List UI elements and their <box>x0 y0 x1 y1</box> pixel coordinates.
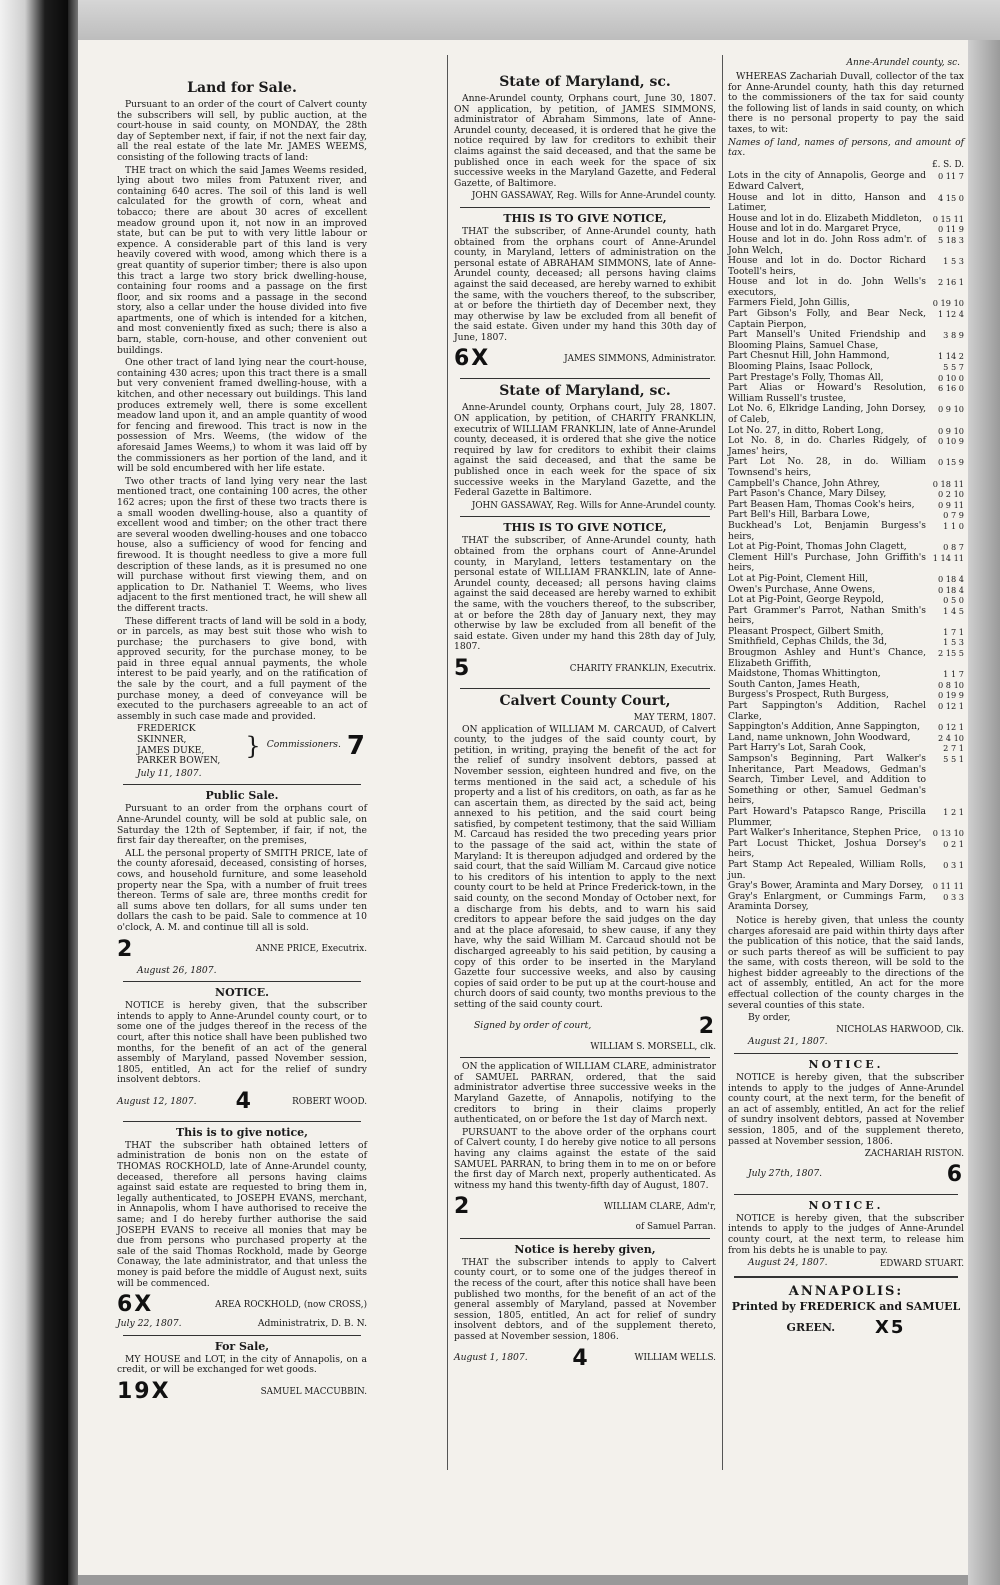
tax-amount: 0 9 10 <box>937 425 964 436</box>
tax-land-name: Gray's Bower, Araminta and Mary Dorsey, <box>728 880 924 892</box>
tax-land-name: House and lot in do. Doctor Richard Tootell's heirs, <box>728 255 926 277</box>
tax-list-row <box>728 892 964 913</box>
tax-list-row <box>728 383 964 404</box>
wood-notice-ad <box>117 986 367 1116</box>
tax-land-name: Lot No. 6, Elkridge Landing, John Dorsey, of Caleb, <box>728 403 926 425</box>
signer: JAMES DUKE, <box>137 744 205 756</box>
land-sale-ad <box>117 80 367 779</box>
handwritten-mark: 2 <box>698 1013 716 1039</box>
clare-notice <box>454 1062 716 1233</box>
tax-amount: 5 5 7 <box>943 362 964 373</box>
imprint-line: Printed by FREDERICK and SAMUEL <box>731 1299 961 1313</box>
tax-amount: 1 4 5 <box>943 605 964 616</box>
maryland-order-1 <box>454 74 716 202</box>
tax-amount: 0 10 0 <box>937 372 964 383</box>
tax-by: By order, <box>748 1012 791 1024</box>
wood-notice-title: NOTICE. <box>215 986 269 1000</box>
tax-amount: 0 11 9 <box>937 224 964 235</box>
stuart-sign-row <box>728 1258 964 1271</box>
binding-edge <box>68 0 78 1585</box>
tax-land-name: Clement Hill's Purchase, John Griffith's heirs, <box>728 551 926 574</box>
simmons-notice <box>454 212 716 374</box>
divider <box>734 1194 958 1195</box>
tax-land-name: Part Bell's Hill, Barbara Lowe, <box>728 509 870 521</box>
calvert-term: MAY TERM, 1807. <box>633 712 716 723</box>
divider <box>123 981 361 982</box>
tax-land-name: Lot at Pig-Point, George Reypold, <box>728 594 884 606</box>
tax-list-row <box>728 309 964 330</box>
signers-list <box>137 724 239 766</box>
tax-land-name: Part Chesnut Hill, John Hammond, <box>728 350 890 362</box>
tax-land-name: Part Howard's Patapsco Range, Priscilla Plummer, <box>728 805 926 828</box>
tax-land-name: Maidstone, Thomas Whittington, <box>728 668 881 680</box>
running-head: Anne-Arundel county, sc. <box>846 58 960 68</box>
land-sale-p2: One other tract of land lying near the court-house, containing 430 acres; upon this tract there is a small but very convenient framed dwelling-house, with a kitchen, and other necessary out buildings. This land produces extremely well, there is some excellent meadow land upon it, and an ample quantity of wood for fencing and firewood. This tract is now in the possession of Mrs. Weems, (the widow of the aforesaid James Weems,) to whom it was laid off by the commissioners as her portion of the land, and it will be sold encumbered with her life estate. <box>117 357 367 475</box>
stuart-notice <box>728 1199 964 1271</box>
commissioners-block <box>137 724 367 766</box>
tax-amount: 1 1 0 <box>943 520 964 531</box>
public-sale-sign-row <box>117 936 367 964</box>
handwritten-mark: 5 <box>454 655 472 681</box>
for-sale-body: MY HOUSE and LOT, in the city of Annapolis, on a credit, or will be exchanged for wet goods. <box>117 1353 367 1376</box>
for-sale-signer: SAMUEL MACCUBBIN. <box>260 1386 367 1397</box>
divider <box>123 1121 361 1122</box>
clare-signer-of: of Samuel Parran. <box>635 1222 716 1233</box>
franklin-sign-row <box>454 655 716 683</box>
tax-land-name: Sampson's Beginning, Part Walker's Inheritance, Part Meadows, Gedman's Search, Timber Level, and Addition to Something or other, Samuel Gedman's heirs, <box>728 753 926 807</box>
tax-amount: 0 11 7 <box>937 171 964 182</box>
tax-list-row <box>728 171 964 192</box>
wells-date: August 1, 1807. <box>454 1352 528 1364</box>
handwritten-mark: 19X <box>117 1378 171 1404</box>
tax-list-row <box>728 457 964 478</box>
tax-amount: 0 9 10 <box>937 404 964 415</box>
tax-land-name: Part Locust Thicket, Joshua Dorsey's heirs, <box>728 837 926 860</box>
tax-land-name: Farmers Field, John Gillis, <box>728 297 850 309</box>
tax-notice: Notice is hereby given, that unless the county charges aforesaid are paid within thirty days after the publication of this notice, that the said lands, or such parts thereof as will be sufficient to pay the same, with costs thereon, will be sold to the highest bidder agreeably to the directions of the act of assembly, entitled, An act for the more effectual collection of the county charges in the several counties of this state. <box>728 914 964 1011</box>
md2-title: State of Maryland, sc. <box>499 383 671 400</box>
tax-list-row <box>728 574 964 585</box>
tax-land-name: Lot No. 8, in do. Charles Ridgely, of James' heirs, <box>728 435 926 457</box>
tax-amount: 0 19 9 <box>937 690 964 701</box>
column-left <box>117 78 367 1411</box>
top-margin <box>78 0 1000 40</box>
tax-amount: 0 3 3 <box>943 891 964 902</box>
tax-list-row <box>728 839 964 860</box>
wells-notice <box>454 1243 716 1373</box>
land-sale-p1: THE tract on which the said James Weems resided, lying about two miles from Patuxent river, and containing 640 acres. The soil of this land is well calculated for the growth of corn, wheat and tobacco; there are about 30 acres of excellent meadow ground upon it, not now in an improved state, but can be put to with very little labour or expence. A considerable part of this land is very heavily covered with wood, among which there is a great quantity of superior timber; there is also upon this tract a large two story brick dwelling-house, containing four rooms and a passage on the first floor, and six rooms and a passage in the second story, also a cellar under the house divided into five apartments, one of which is intended for a kitchen, and most conveniently fixed as such; there is also a barn, stable, corn-house, and other convenient out buildings. <box>117 164 367 356</box>
simmons-signer: JAMES SIMMONS, Administrator. <box>564 354 716 365</box>
tax-land-name: Part Grammer's Parrot, Nathan Smith's heirs, <box>728 604 926 627</box>
divider <box>460 688 710 689</box>
tax-land-name: Gray's Enlargment, or Cummings Farm, Araminta Dorsey, <box>728 890 926 913</box>
clare-body: PURSUANT to the above order of the orphans court of Calvert county, I do hereby give notice to all persons having any claims against the estate of the said SAMUEL PARRAN, to bring them in to me on or before the first day of March next, properly authenticated. As witness my hand this twenty-fifth day of August, 1807. <box>454 1126 716 1191</box>
riston-date: July 27th, 1807. <box>748 1168 823 1180</box>
bottom-margin <box>78 1575 968 1585</box>
tax-amount: 0 18 4 <box>937 584 964 595</box>
rockhold-notice-ad <box>117 1126 367 1330</box>
tax-amount: 0 19 10 <box>932 298 964 309</box>
tax-amount: 0 18 11 <box>932 478 964 489</box>
divider <box>123 1335 361 1336</box>
tax-land-name: House and lot in do. John Ross adm'r. of John Welch, <box>728 233 926 256</box>
md1-body: Anne-Arundel county, Orphans court, June 30, 1807. ON application, by petition, of JAMES SIMMONS, administrator of Abraham Simmons, late of Anne-Arundel county, deceased, it is ordered that he give the notice required by law for creditors to exhibit their claims against the said deceased, and that the same be published once in each week for the space of six successive weeks in the Maryland Gazette, and Federal Gazette, of Baltimore. <box>454 93 716 189</box>
wood-notice-signer: ROBERT WOOD. <box>292 1096 367 1107</box>
tax-amount: 0 2 10 <box>937 489 964 500</box>
rockhold-role: Administratrix, D. B. N. <box>257 1318 367 1330</box>
land-sale-p4: These different tracts of land will be sold in a body, or in parcels, as may best suit those who wish to purchase; the purchasers to give bond, with approved security, for the purchase money, to be paid in three equal annual payments, the whole interest to be paid yearly, and on the ratification of the sale by the court, and a full payment of the purchase money, a deed of conveyance will be executed to the purchasers agreeable to an act of assembly in such case made and provided. <box>117 615 367 722</box>
tax-land-name: Lot at Pig-Point, Clement Hill, <box>728 572 869 584</box>
wells-title: Notice is hereby given, <box>514 1242 656 1256</box>
imprint-row <box>728 1314 964 1342</box>
divider <box>460 516 710 517</box>
tax-amount: 0 5 0 <box>943 595 964 606</box>
tax-list <box>728 171 964 913</box>
wells-sign-row <box>454 1345 716 1373</box>
column-rule-1 <box>447 55 448 1470</box>
tax-amount: 2 7 1 <box>943 743 964 754</box>
public-sale-body: ALL the personal property of SMITH PRICE, late of the county aforesaid, deceased, consisting of horses, cows, and household furniture, and some leasehold property near the Spa, with a number of fruit trees thereon. Terms of sale are, three months credit for all sums above ten dollars, for all sums under ten dollars the cash to be paid. Sale to commence at 10 o'clock, A. M. and continue till all is sold. <box>117 847 367 933</box>
tax-amount: 3 8 9 <box>943 330 964 341</box>
column-right <box>728 72 964 1342</box>
tax-amount: 0 12 1 <box>937 722 964 733</box>
tax-amount: 1 5 3 <box>943 256 964 267</box>
tax-amount: 4 15 0 <box>937 192 964 203</box>
wells-signer: WILLIAM WELLS. <box>634 1353 716 1364</box>
tax-land-name: Part Pason's Chance, Mary Dilsey, <box>728 488 887 500</box>
tax-list-row <box>728 701 964 722</box>
tax-date: August 21, 1807. <box>748 1036 828 1048</box>
tax-amount: 0 18 4 <box>937 573 964 584</box>
rockhold-sign-row <box>117 1291 367 1319</box>
land-sale-p3: Two other tracts of land lying very near the last mentioned tract, one containing 100 acres, the other 162 acres; upon the first of these two tracts there is a small wooden dwelling-house, also a quantity of excellent wood and timber; on the other tract there are several wooden dwelling-houses and one tobacco house, also a sufficiency of wood for fencing and firewood. It is thought needless to give a more full description of these lands, as it is presumed no one will purchase without first viewing them, and on application to Dr. Nathaniel T. Weems, who lives adjacent to the first mentioned tract, he will shew all the different tracts. <box>117 475 367 614</box>
tax-amount: 2 16 1 <box>937 277 964 288</box>
public-sale-signer: ANNE PRICE, Executrix. <box>255 944 367 955</box>
tax-land-name: House and lot in do. Margaret Pryce, <box>728 223 902 235</box>
tax-list-row <box>728 235 964 256</box>
handwritten-mark: 6X <box>454 346 491 372</box>
handwritten-mark: 4 <box>572 1345 590 1371</box>
md1-title: State of Maryland, sc. <box>499 74 671 90</box>
tax-currency: £. S. D. <box>931 159 964 170</box>
tax-land-name: Part Harry's Lot, Sarah Cook, <box>728 742 867 754</box>
tax-land-name: Pleasant Prospect, Gilbert Smith, <box>728 625 884 637</box>
rockhold-signer: AREA ROCKHOLD, (now CROSS,) <box>215 1299 367 1310</box>
public-sale-intro: Pursuant to an order from the orphans court of Anne-Arundel county, will be sold at public sale, on Saturday the 12th of September, if fair, if not, the first fair day thereafter, on the premises, <box>117 803 367 847</box>
public-sale-ad <box>117 789 367 976</box>
binding-spine <box>0 0 70 1585</box>
tax-land-name: Lots in the city of Annapolis, George and Edward Calvert, <box>728 170 926 192</box>
tax-land-name: Part Beasen Ham, Thomas Cook's heirs, <box>728 498 915 510</box>
tax-list-row <box>728 807 964 828</box>
handwritten-mark: 6 <box>946 1161 964 1187</box>
tax-amount: 1 5 3 <box>943 637 964 648</box>
for-sale-sign-row <box>117 1378 367 1406</box>
riston-date-row <box>728 1161 964 1189</box>
tax-amount: 0 2 1 <box>943 838 964 849</box>
tax-land-name: House and lot in do. John Wells's executors, <box>728 276 926 298</box>
tax-land-name: Lot No. 27, in ditto, Robert Long, <box>728 424 884 436</box>
tax-land-name: Part Lot No. 28, in do. William Townsend's heirs, <box>728 456 926 478</box>
rockhold-date: July 22, 1807. <box>117 1318 182 1330</box>
divider <box>460 207 710 208</box>
rockhold-body: THAT the subscriber hath obtained letters of administration de bonis non on the estate of THOMAS ROCKHOLD, late of Anne-Arundel county, deceased, therefore all persons having claims against said estate are requested to bring them in, legally authenticated, to JOSEPH EVANS, merchant, in Annapolis, whom I have authorised to receive the same; and I do hereby further authorise the said JOSEPH EVANS to receive all monies that may be due from persons who purchased property at the sale of the said Thomas Rockhold, made by George Conaway, the late administrator, and that unless the money is paid before the middle of August next, suits will be commenced. <box>117 1139 367 1289</box>
riston-body: NOTICE is hereby given, that the subscriber intends to apply to the judges of Anne-Arundel county court, at the next term, for the benefit of an act of assembly, entitled, An act for the relief of sundry insolvent debtors, passed at November session, 1805, and of the supplement thereto, passed at November session, 1806. <box>728 1072 964 1147</box>
tax-amount: 0 15 11 <box>932 213 964 224</box>
tax-amount: 0 12 1 <box>937 701 964 712</box>
tax-amount: 0 3 1 <box>943 859 964 870</box>
tax-land-name: Owen's Purchase, Anne Owens, <box>728 583 876 595</box>
rockhold-date-row <box>117 1319 367 1330</box>
tax-amount: 1 1 7 <box>943 669 964 680</box>
handwritten-mark: 6X <box>117 1292 154 1318</box>
tax-land-name: Sappington's Addition, Anne Sappington, <box>728 721 920 733</box>
tax-amount: 0 8 10 <box>937 679 964 690</box>
stuart-title: NOTICE. <box>808 1198 884 1212</box>
tax-land-name: Part Walker's Inheritance, Stephen Price, <box>728 827 922 839</box>
handwritten-mark: 2 <box>117 936 135 962</box>
imprint-line2: GREEN. <box>786 1320 836 1334</box>
md1-signer: JOHN GASSAWAY, Reg. Wills for Anne-Arundel county. <box>471 191 716 202</box>
tax-amount: 1 14 2 <box>937 351 964 362</box>
public-sale-date: August 26, 1807. <box>137 964 217 976</box>
signer: PARKER BOWEN, <box>137 755 221 767</box>
clare-signer: WILLIAM CLARE, Adm'r, <box>603 1201 716 1212</box>
right-page-edge <box>968 40 1000 1585</box>
calvert-court-notice <box>454 693 716 1052</box>
riston-title: NOTICE. <box>808 1058 884 1072</box>
brace: } <box>245 731 261 760</box>
tax-land-name: Part Alias or Howard's Resolution, William Russell's trustee, <box>728 382 926 404</box>
divider <box>460 378 710 379</box>
tax-amount: 1 14 11 <box>932 552 964 563</box>
tax-amount: 1 2 1 <box>943 806 964 817</box>
tax-amount: 0 9 11 <box>937 499 964 510</box>
stuart-signer: EDWARD STUART. <box>879 1259 964 1270</box>
tax-land-name: Part Mansell's United Friendship and Blooming Plains, Samuel Chase, <box>728 329 926 351</box>
franklin-notice <box>454 521 716 683</box>
handwritten-mark: 7 <box>346 730 367 761</box>
land-sale-intro: Pursuant to an order of the court of Calvert county the subscribers will sell, by public auction, at the court-house in said county, on MONDAY, the 28th day of September next, if fair, if not the next fair day, all the real estate of the late Mr. JAMES WEEMS, consisting of the following tracts of land: <box>117 99 367 163</box>
riston-signer: ZACHARIAH RISTON. <box>864 1149 964 1160</box>
franklin-body: THAT the subscriber, of Anne-Arundel county, hath obtained from the orphans court of Anne-Arundel county, in Maryland, letters testamentary on the personal estate of WILLIAM FRANKLIN, late of Anne-Arundel county, deceased; all persons having claims against the said deceased are hereby warned to exhibit the same, with the vouchers thereof, to the subscriber, at or before the 28th day of January next, they may otherwise by law be excluded from all benefit of the said estate. Given under my hand this 28th day of July, 1807. <box>454 535 716 653</box>
stuart-body: NOTICE is hereby given, that the subscriber intends to apply to the judges of Anne-Arundel county court, at the next term, to release him from his debts he is unable to pay. <box>728 1212 964 1256</box>
tax-land-name: Part Stamp Act Repealed, William Rolls, jun. <box>728 858 926 881</box>
duvall-tax-notice <box>728 72 964 1048</box>
land-sale-title: Land for Sale. <box>187 80 297 96</box>
simmons-sign-row <box>454 345 716 373</box>
tax-amount: 2 15 5 <box>937 648 964 659</box>
tax-amount: 1 12 4 <box>937 309 964 320</box>
tax-list-row <box>728 436 964 457</box>
tax-list-row <box>728 860 964 881</box>
tax-land-name: House and lot in do. Elizabeth Middleton, <box>728 212 922 224</box>
handwritten-mark: X5 <box>875 1316 906 1338</box>
tax-land-name: Smithfield, Cephas Childs, the 3d, <box>728 636 888 648</box>
land-sale-date: July 11, 1807. <box>137 767 202 779</box>
maryland-order-2 <box>454 383 716 511</box>
tax-amount: 6 16 0 <box>937 383 964 394</box>
tax-land-name: Campbell's Chance, John Athrey, <box>728 477 880 489</box>
wood-notice-body: NOTICE is hereby given, that the subscriber intends to apply to Anne-Arundel county court, or to some one of the judges thereof in the recess of the court, after this notice shall have been published two months, for the benefit of an act of the general assembly of Maryland, passed November session, 1805, entitled, An act for the relief of sundry insolvent debtors. <box>117 1000 367 1086</box>
tax-land-name: Land, name unknown, John Woodward, <box>728 731 911 743</box>
tax-amount: 2 4 10 <box>937 732 964 743</box>
divider <box>123 784 361 785</box>
tax-signer: NICHOLAS HARWOOD, Clk. <box>836 1024 964 1035</box>
wood-notice-date: August 12, 1807. <box>117 1095 197 1107</box>
tax-list-row <box>728 256 964 277</box>
tax-amount: 0 7 9 <box>943 510 964 521</box>
tax-land-name: Part Prestage's Folly, Thomas All, <box>728 371 884 383</box>
simmons-title: THIS IS TO GIVE NOTICE, <box>503 211 667 225</box>
tax-amount: 5 5 1 <box>943 754 964 764</box>
wood-sign-row <box>117 1088 367 1116</box>
tax-list-row <box>728 754 964 807</box>
divider <box>460 1057 710 1058</box>
for-sale-ad <box>117 1340 367 1406</box>
franklin-signer: CHARITY FRANKLIN, Executrix. <box>569 663 716 674</box>
calvert-signed: Signed by order of court, <box>474 1020 592 1032</box>
md2-signer: JOHN GASSAWAY, Reg. Wills for Anne-Arundel county. <box>471 500 716 511</box>
tax-land-name: Part Gibson's Folly, and Bear Neck, Captain Pierpon, <box>728 308 926 330</box>
tax-land-name: Blooming Plains, Isaac Pollock, <box>728 361 873 373</box>
clare-sign-row <box>454 1193 716 1221</box>
tax-land-name: Buckhead's Lot, Benjamin Burgess's heirs, <box>728 519 926 542</box>
duvall-body: WHEREAS Zachariah Duvall, collector of the tax for Anne-Arundel county, hath this day returned to the commissioners of the tax for said county the following list of lands in said county, on which there is no personal property to pay the said taxes, to wit: <box>728 71 964 135</box>
clare-order: ON the application of WILLIAM CLARE, administrator of SAMUEL PARRAN, ordered, that the said administrator advertise three successive weeks in the Maryland Gazette, of Annapolis, notifying to the creditors to bring in their claims properly authenticated, on or before the 1st day of March next. <box>454 1061 716 1126</box>
imprint <box>728 1284 964 1342</box>
tax-land-name: South Canton, James Heath, <box>728 678 861 690</box>
tax-amount: 0 10 9 <box>937 436 964 447</box>
riston-notice <box>728 1058 964 1189</box>
tax-list-row <box>728 193 964 214</box>
tax-list-row <box>728 330 964 351</box>
wells-body: THAT the subscriber intends to apply to Calvert county court, or to some one of the judges thereof in the recess of the court, after this notice shall have been published two months, for the benefit of an act of the general assembly of Maryland, passed at November session, 1805, entitled, An act for relief of sundry insolvent debtors, and of the supplement thereto, passed at November session, 1806. <box>454 1256 716 1343</box>
divider <box>734 1053 958 1054</box>
handwritten-mark: 4 <box>235 1088 253 1114</box>
tax-land-name: Brougmon Ashley and Hunt's Chance, Elizabeth Griffith, <box>728 647 926 669</box>
tax-list-row <box>728 648 964 669</box>
calvert-body: ON application of WILLIAM M. CARCAUD, of Calvert county, to the judges of the said county court, by petition, in writing, praying the benefit of the act for the relief of sundry insolvent debtors, passed at November session, eighteen hundred and five, on the terms mentioned in the said act, a schedule of his property and a list of his creditors, on oath, as far as he can ascertain them, as directed by the said act, being annexed to his petition, and the said court being satisfied, by competent testimony, that the said William M. Carcaud has resided the two preceding years prior to the passage of the said act, within the state of Maryland: It is thereupon adjudged and ordered by the said court, that the said William M. Carcaud give notice to his creditors of his intention to apply to the next county court to be held at Prince Frederick-town, in the said county, on the second Monday of October next, for a discharge from his debts, and to warn his said creditors to appear before the said judges on the day and at the place aforesaid, to shew cause, if any they have, why the said William M. Carcaud should not be discharged agreeably to his said petition, by causing a copy of this order to be inserted in the Maryland Gazette four successive weeks, and also by causing copies of said order to be put up at the court-house and church doors of said county, two months previous to the setting of the said county court. <box>454 723 716 1010</box>
for-sale-title: For Sale, <box>214 1339 270 1353</box>
tax-amount: 0 8 7 <box>943 542 964 553</box>
divider <box>734 1276 958 1278</box>
column-rule-2 <box>722 55 723 1470</box>
franklin-title: THIS IS TO GIVE NOTICE, <box>503 521 667 535</box>
calvert-title: Calvert County Court, <box>499 692 671 709</box>
public-sale-title: Public Sale. <box>205 789 279 803</box>
tax-list-row <box>728 553 964 574</box>
handwritten-mark: 2 <box>454 1194 472 1220</box>
tax-list-row <box>728 606 964 627</box>
tax-list-heading: Names of land, names of persons, and amount of tax. <box>728 136 964 159</box>
tax-land-name: Lot at Pig-Point, Thomas John Clagett, <box>728 541 907 553</box>
tax-list-row <box>728 277 964 298</box>
commissioners-role: Commissioners. <box>266 739 341 751</box>
calvert-signer: WILLIAM S. MORSELL, clk. <box>590 1041 716 1052</box>
calvert-sign-row <box>454 1013 716 1041</box>
stuart-date: August 24, 1807. <box>748 1257 828 1269</box>
column-middle <box>454 72 716 1378</box>
tax-list-row <box>728 404 964 425</box>
simmons-body: THAT the subscriber, of Anne-Arundel county, hath obtained from the orphans court of Anne-Arundel county, in Maryland, letters of administration on the personal estate of ABRAHAM SIMMONS, late of Anne-Arundel county, deceased; all persons having claims against the said deceased, are hereby warned to exhibit the same, with the vouchers thereof, to the subscriber, at or before the thirtieth day of December next, they may otherwise by law be excluded from all benefit of the said estate. Given under my hand this 30th day of June, 1807. <box>454 225 716 343</box>
tax-land-name: Burgess's Prospect, Ruth Burgess, <box>728 689 889 701</box>
tax-land-name: Part Sappington's Addition, Rachel Clarke, <box>728 700 926 722</box>
rockhold-title: This is to give notice, <box>175 1125 309 1139</box>
imprint-city: ANNAPOLIS: <box>788 1283 904 1299</box>
divider <box>460 1238 710 1239</box>
tax-amount: 1 7 1 <box>943 626 964 637</box>
tax-amount: 5 18 3 <box>937 234 964 245</box>
tax-list-row <box>728 521 964 542</box>
tax-land-name: House and lot in ditto, Hanson and Latimer, <box>728 191 926 214</box>
md2-body: Anne-Arundel county, Orphans court, July 28, 1807. ON application, by petition, of CHARITY FRANKLIN, executrix of WILLIAM FRANKLIN, late of Anne-Arundel county, deceased, it is ordered that she give the notice required by law for creditors to exhibit their claims against the said deceased, and that the same be published once in each week for the space of six successive weeks in the Maryland Gazette, and the Federal Gazette in Baltimore. <box>454 402 716 499</box>
tax-amount: 0 15 9 <box>937 457 964 468</box>
signer: FREDERICK SKINNER, <box>137 723 196 746</box>
tax-amount: 0 11 11 <box>932 881 964 892</box>
tax-amount: 0 13 10 <box>932 828 964 839</box>
